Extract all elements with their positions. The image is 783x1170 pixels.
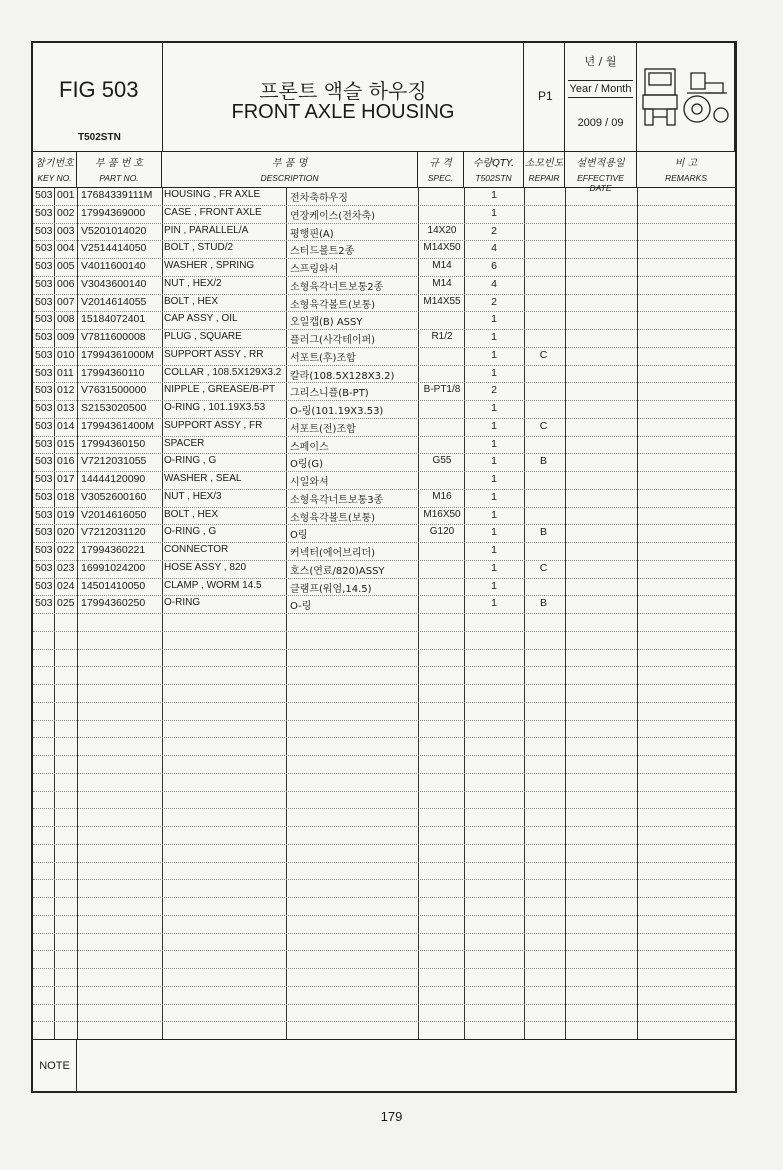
key-number: 012 — [57, 384, 75, 397]
part-number: 16991024200 — [81, 561, 146, 574]
table-row — [33, 365, 735, 383]
description-korean: 그리스니플(B-PT) — [290, 388, 369, 400]
description-korean: 스터드볼트2종 — [290, 246, 355, 258]
fig-number: 503 — [35, 437, 53, 450]
description-korean: 스페이스 — [290, 441, 329, 453]
fig-number: 503 — [35, 419, 53, 432]
repair-code: C — [539, 561, 548, 574]
quantity: 1 — [491, 473, 497, 485]
issue-date: 2009 / 09 — [577, 117, 624, 129]
spec: M14 — [432, 260, 452, 271]
parts-sheet — [31, 41, 737, 1093]
part-number: 17994369000 — [81, 206, 146, 219]
key-number: 016 — [57, 455, 75, 468]
figure-box — [33, 43, 163, 151]
part-number: V3043600140 — [81, 277, 147, 290]
spec: M16X50 — [423, 508, 461, 520]
part-number: 17994361000M — [81, 348, 154, 361]
table-row — [33, 187, 735, 205]
parts-table — [33, 187, 735, 1039]
tractor-image-box — [637, 43, 735, 151]
key-number: 022 — [57, 544, 75, 556]
col-description: 부 품 명 DESCRIPTION — [162, 151, 418, 187]
quantity: 1 — [491, 597, 497, 610]
quantity: 2 — [491, 224, 497, 237]
part-number: 17684339111M — [81, 189, 153, 201]
description: BOLT , HEX — [164, 295, 219, 307]
part-number: V3052600160 — [81, 490, 147, 503]
table-row — [33, 471, 735, 489]
key-number: 017 — [57, 473, 75, 485]
quantity: 1 — [491, 508, 497, 521]
table-row — [33, 205, 735, 223]
key-number: 015 — [57, 437, 75, 450]
quantity: 1 — [491, 437, 497, 450]
fig-number: 503 — [35, 473, 53, 485]
page-number: 179 — [380, 1109, 403, 1124]
key-number: 003 — [57, 224, 75, 237]
description: O-RING , 101.19X3.53 — [164, 402, 266, 413]
key-number: 001 — [57, 189, 75, 201]
part-number: V7631500000 — [81, 384, 147, 397]
key-number: 025 — [57, 597, 75, 610]
quantity: 1 — [491, 206, 497, 219]
part-number: 17994360110 — [81, 366, 145, 379]
description-korean: 소형육각너트보통2종 — [290, 281, 384, 293]
fig-number: 503 — [35, 526, 53, 539]
description-korean: O-링(101.19X3.53) — [290, 406, 384, 417]
col-spec: 규 격 SPEC. — [418, 151, 464, 187]
description-korean: 오일캡(B) ASSY — [290, 317, 363, 329]
fig-number: 503 — [35, 561, 53, 574]
part-number: V5201014020 — [81, 224, 147, 237]
description: SUPPORT ASSY , FR — [164, 419, 263, 431]
quantity: 4 — [491, 277, 497, 290]
key-number: 004 — [57, 242, 75, 255]
figure-number: FIG 503 — [59, 77, 139, 102]
part-number: 15184072401 — [81, 313, 146, 326]
description-korean: 시일와셔 — [290, 477, 329, 488]
key-number: 019 — [57, 508, 75, 521]
table-row — [33, 329, 735, 347]
quantity: 1 — [491, 455, 497, 468]
table-row — [33, 542, 735, 560]
quantity: 1 — [491, 579, 497, 592]
description: CLAMP , WORM 14.5 — [164, 579, 262, 591]
table-row — [33, 294, 735, 312]
spec: B-PT1/8 — [423, 384, 461, 396]
table-row — [33, 400, 735, 418]
quantity: 1 — [491, 331, 497, 343]
key-number: 006 — [57, 277, 75, 290]
description-korean: O링(G) — [290, 459, 324, 471]
table-row — [33, 347, 735, 365]
fig-number: 503 — [35, 544, 53, 556]
col-effective-date: 설변적용일 EFFECTIVE DATE — [565, 151, 637, 187]
description: PLUG , SQUARE — [164, 331, 242, 342]
description: NUT , HEX/3 — [164, 490, 222, 502]
quantity: 1 — [491, 526, 497, 539]
part-number: S2153020500 — [81, 402, 147, 414]
table-row — [33, 578, 735, 596]
table-row — [33, 489, 735, 507]
part-number: 14501410050 — [81, 579, 146, 592]
description-korean: 칼라(108.5X128X3.2) — [290, 370, 395, 382]
repair-code: C — [539, 419, 548, 432]
description-korean: 소형육각너트보통3종 — [290, 494, 384, 506]
description-korean: 플러그(사각테이퍼) — [290, 335, 376, 346]
repair-code: B — [539, 526, 547, 539]
table-row — [33, 223, 735, 241]
fig-number: 503 — [35, 366, 53, 379]
description: O-RING , G — [164, 455, 217, 467]
description-korean: 클램프(워엄,14.5) — [290, 583, 372, 595]
quantity: 2 — [491, 384, 497, 397]
model-code: T502STN — [78, 132, 121, 143]
description-korean: 서포트(후)조합 — [290, 352, 356, 364]
part-number: 14444120090 — [81, 473, 146, 485]
col-remarks: 비 고 REMARKS — [664, 158, 708, 183]
description: SUPPORT ASSY , RR — [164, 348, 264, 360]
title-english: FRONT AXLE HOUSING — [231, 101, 455, 123]
fig-number: 503 — [35, 508, 53, 521]
fig-number: 503 — [35, 260, 53, 272]
part-number: V7212031055 — [81, 455, 147, 468]
key-number: 009 — [57, 331, 75, 343]
description: BOLT , STUD/2 — [164, 242, 234, 254]
spec: M14 — [432, 277, 452, 289]
key-number: 010 — [57, 348, 75, 361]
description: CONNECTOR — [164, 544, 229, 555]
description: BOLT , HEX — [164, 508, 219, 520]
description: PIN , PARALLEL/A — [164, 224, 249, 236]
quantity: 2 — [491, 295, 497, 308]
table-row — [33, 276, 735, 294]
description-korean: 스프링와셔 — [290, 264, 339, 275]
col-key: 참기번호 KEY NO. — [33, 151, 77, 187]
description: WASHER , SPRING — [164, 260, 255, 271]
part-number: V4011600140 — [81, 260, 146, 272]
description: COLLAR , 108.5X129X3.2 — [164, 366, 282, 378]
description-korean: 호스(연료/820)ASSY — [290, 565, 385, 577]
spec: G120 — [429, 526, 455, 538]
table-row — [33, 560, 735, 578]
description: HOSE ASSY , 820 — [164, 561, 247, 573]
column-headers — [33, 151, 735, 193]
spec: M14X50 — [423, 242, 461, 254]
spec: M14X55 — [423, 295, 461, 307]
part-number: V7212031120 — [81, 526, 146, 539]
description-korean: 전차축하우징 — [290, 193, 348, 204]
description: O-RING — [164, 597, 201, 609]
description: CASE , FRONT AXLE — [164, 206, 262, 218]
table-row — [33, 436, 735, 454]
repair-code: B — [539, 597, 547, 610]
table-row — [33, 382, 735, 400]
description: O-RING , G — [164, 526, 217, 538]
key-number: 014 — [57, 419, 75, 432]
part-number: 17994360221 — [81, 544, 146, 556]
description: HOUSING , FR AXLE — [164, 189, 261, 200]
spec: R1/2 — [431, 331, 453, 342]
key-number: 011 — [57, 366, 74, 379]
key-number: 005 — [57, 260, 75, 272]
fig-number: 503 — [35, 455, 53, 468]
page-code-box — [524, 43, 565, 151]
description-korean: 평행핀(A) — [290, 228, 334, 240]
sheet-header — [33, 43, 735, 152]
quantity: 1 — [491, 561, 497, 574]
quantity: 1 — [491, 348, 497, 361]
table-row — [33, 524, 735, 542]
table-row — [33, 595, 735, 613]
key-number: 013 — [57, 402, 75, 414]
quantity: 4 — [491, 242, 497, 255]
description-korean: 소형육각볼트(보통) — [290, 299, 376, 311]
spec: 14X20 — [427, 224, 457, 236]
quantity: 6 — [491, 260, 497, 272]
fig-number: 503 — [35, 579, 53, 592]
table-row — [33, 258, 735, 276]
part-number: V2514414050 — [81, 242, 147, 255]
fig-number: 503 — [35, 277, 53, 290]
part-number: 17994361400M — [81, 419, 154, 432]
table-row — [33, 418, 735, 436]
description: NUT , HEX/2 — [164, 277, 222, 289]
description-korean: 커넥터(에어브리더) — [290, 548, 376, 559]
part-number: V2014614055 — [81, 295, 147, 308]
repair-code: B — [539, 455, 547, 468]
description-korean: 서포트(전)조합 — [290, 423, 356, 435]
quantity: 1 — [491, 419, 497, 432]
key-number: 020 — [57, 526, 75, 539]
table-row — [33, 507, 735, 525]
col-part-no: 부 품 번 호 PART NO. — [77, 151, 162, 187]
description: WASHER , SEAL — [164, 473, 242, 484]
quantity: 1 — [491, 366, 497, 379]
description: CAP ASSY , OIL — [164, 313, 238, 325]
fig-number: 503 — [35, 597, 53, 610]
note-area — [33, 1039, 735, 1092]
fig-number: 503 — [35, 490, 53, 503]
key-number: 007 — [57, 295, 75, 308]
description: SPACER — [164, 437, 205, 449]
quantity: 1 — [491, 402, 497, 414]
description-korean: O링 — [290, 530, 308, 542]
description-korean: 연장케이스(전차축) — [290, 210, 376, 222]
fig-number: 503 — [35, 295, 53, 308]
description: NIPPLE , GREASE/B-PT — [164, 384, 276, 396]
fig-number: 503 — [35, 384, 53, 397]
part-number: V2014616050 — [81, 508, 147, 521]
description-korean: 소형육각볼트(보통) — [290, 512, 376, 524]
quantity: 1 — [491, 189, 497, 201]
description-korean: O-링 — [290, 601, 312, 613]
tractor-icon — [641, 61, 731, 131]
table-row — [33, 311, 735, 329]
fig-number: 503 — [35, 189, 53, 201]
title-box — [163, 43, 524, 151]
fig-number: 503 — [35, 313, 53, 326]
year-month-box — [565, 43, 637, 151]
table-row — [33, 240, 735, 258]
key-number: 023 — [57, 561, 75, 574]
year-month-label: Year / Month — [568, 80, 633, 98]
fig-number: 503 — [35, 206, 53, 219]
fig-number: 503 — [35, 331, 53, 343]
key-number: 018 — [57, 490, 75, 503]
key-number: 002 — [57, 206, 75, 219]
note-label: NOTE — [33, 1040, 77, 1092]
fig-number: 503 — [35, 348, 53, 361]
fig-number: 503 — [35, 242, 53, 255]
part-number: 17994360250 — [81, 597, 146, 610]
col-repair: 소모빈도 REPAIR — [524, 151, 565, 187]
year-month-korean: 년 / 월 — [584, 55, 617, 68]
col-qty: 수량QTY. T502STN — [464, 151, 524, 187]
table-row — [33, 453, 735, 471]
key-number: 008 — [57, 313, 75, 326]
part-number: V7811600008 — [81, 331, 146, 343]
fig-number: 503 — [35, 224, 53, 237]
quantity: 1 — [491, 313, 497, 326]
key-number: 024 — [57, 579, 75, 592]
repair-code: C — [539, 348, 548, 361]
spec: M16 — [432, 490, 452, 502]
quantity: 1 — [491, 544, 497, 556]
quantity: 1 — [491, 490, 497, 503]
title-korean: 프론트 액슬 하우징 — [259, 79, 427, 103]
part-number: 17994360150 — [81, 437, 146, 450]
spec: G55 — [432, 455, 452, 467]
fig-number: 503 — [35, 402, 53, 414]
page-code: P1 — [538, 89, 553, 103]
